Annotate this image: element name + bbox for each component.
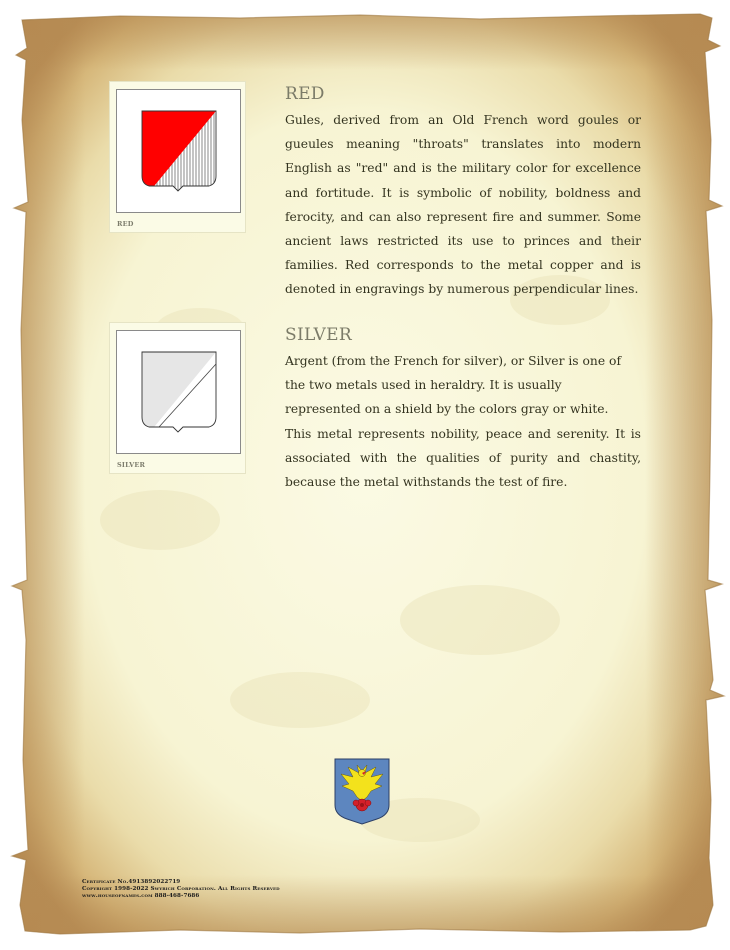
certificate-footer — [82, 879, 280, 899]
shield-gules-icon — [117, 90, 240, 212]
tincture-caption: SILVER — [117, 461, 146, 469]
copyright-notice: Copyright 1998-2022 Swyrich Corporation. All Rights Reserved — [82, 885, 280, 892]
shield-argent-icon — [117, 331, 240, 453]
tincture-caption: RED — [117, 220, 134, 228]
tincture-paragraph: Gules, derived from an Old French word goules or gueules meaning "throats" translates into modern English as "red" and is the military color for excellence and fortitude. It is symbolic of nobility, boldness and ferocity, and can also represent fire and summer. Some ancient laws restricted its use to princes and their families. Red corresponds to the metal copper and is denoted in engravings by numerous perpendicular lines. — [285, 113, 641, 297]
tincture-paragraph: Argent (from the French for silver), or Silver is one of the two metals used in heraldry. It is usually represented on a shield by the colors gray or white. — [285, 354, 621, 417]
tincture-thumbnail — [109, 322, 246, 474]
tincture-paragraph: This metal represents nobility, peace and serenity. It is associated with the qualities of purity and chastity, because the metal withstands the test of fire. — [285, 426, 641, 490]
tincture-heading: RED — [285, 84, 325, 104]
tincture-description — [285, 349, 641, 494]
tincture-description — [285, 108, 641, 302]
tincture-image-frame — [116, 330, 241, 454]
eagle-crest-icon — [333, 757, 391, 825]
certificate-number: Certificate No.4913892022719 — [82, 879, 181, 885]
tincture-heading: SILVER — [285, 325, 352, 345]
tincture-image-frame — [116, 89, 241, 213]
tincture-thumbnail — [109, 81, 246, 233]
contact-line: www.houseofnames.com 888-468-7686 — [82, 892, 200, 899]
